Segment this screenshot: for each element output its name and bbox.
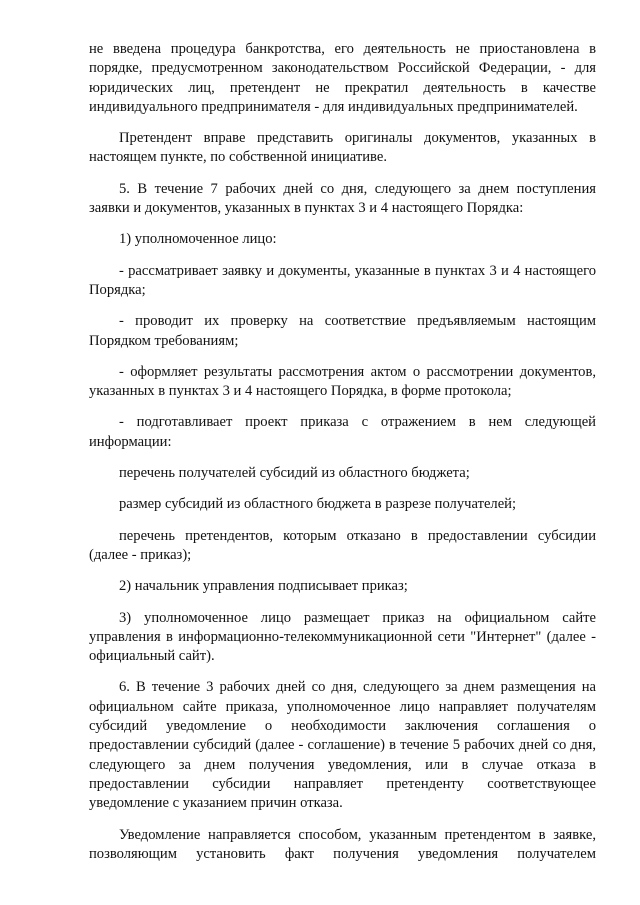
paragraph-notification-method: Уведомление направляется способом, указанным претендентом в заявке, позволяющим установить факт получения уведомления получателем — [89, 826, 596, 862]
paragraph-authorized-person: 1) уполномоченное лицо: — [119, 231, 277, 248]
paragraph-bankruptcy-continuation: не введена процедура банкротства, его деятельность не приостановлена в порядке, предусмотренном законодательством Российской Федерации, - для юридических лиц, претендент не прекратил деятельность в качестве индивидуального предпринимателя - для индивидуальных предпринимателей. — [89, 41, 596, 115]
paragraph-head-signs: 2) начальник управления подписывает приказ; — [119, 578, 408, 595]
paragraph-item-5: 5. В течение 7 рабочих дней со дня, следующего за днем поступления заявки и документов, указанных в пунктах 3 и 4 настоящего Порядка: — [89, 180, 596, 217]
paragraph-item-6: 6. В течение 3 рабочих дней со дня, следующего за днем размещения на официальном сайте приказа, уполномоченное лицо направляет получателям субсидий уведомление о необходимости заключения соглашения о предоставлении субсидий (далее - соглашение) в течение 5 рабочих дней со дня, следующего за днем получения уведомления, или в случае отказа в предоставлении субсидии направляет претенденту соответствующее уведомление с указанием причин отказа. — [89, 679, 596, 812]
paragraph-reviews-application: - рассматривает заявку и документы, указанные в пунктах 3 и 4 настоящего Порядка; — [89, 262, 596, 298]
paragraph-refused-list: перечень претендентов, которым отказано в предоставлении субсидии (далее - приказ); — [89, 527, 596, 563]
document-page — [89, 40, 596, 876]
paragraph-protocol: - оформляет результаты рассмотрения актом о рассмотрении документов, указанных в пунктах 3 и 4 настоящего Порядка, в форме протокола; — [89, 363, 596, 400]
paragraph-draft-order: - подготавливает проект приказа с отражением в нем следующей информации: — [89, 414, 596, 450]
paragraph-recipients-list: перечень получателей субсидий из областного бюджета; — [119, 465, 470, 482]
paragraph-publish-order: 3) уполномоченное лицо размещает приказ на официальном сайте управления в информационно-телекоммуникационной сети "Интернет" (далее - официальный сайт). — [89, 609, 596, 665]
paragraph-checks-compliance: - проводит их проверку на соответствие предъявляемым настоящим Порядком требованиям; — [89, 313, 596, 349]
paragraph-originals: Претендент вправе представить оригиналы документов, указанных в настоящем пункте, по собственной инициативе. — [89, 130, 596, 166]
paragraph-subsidy-amounts: размер субсидий из областного бюджета в разрезе получателей; — [119, 496, 517, 513]
